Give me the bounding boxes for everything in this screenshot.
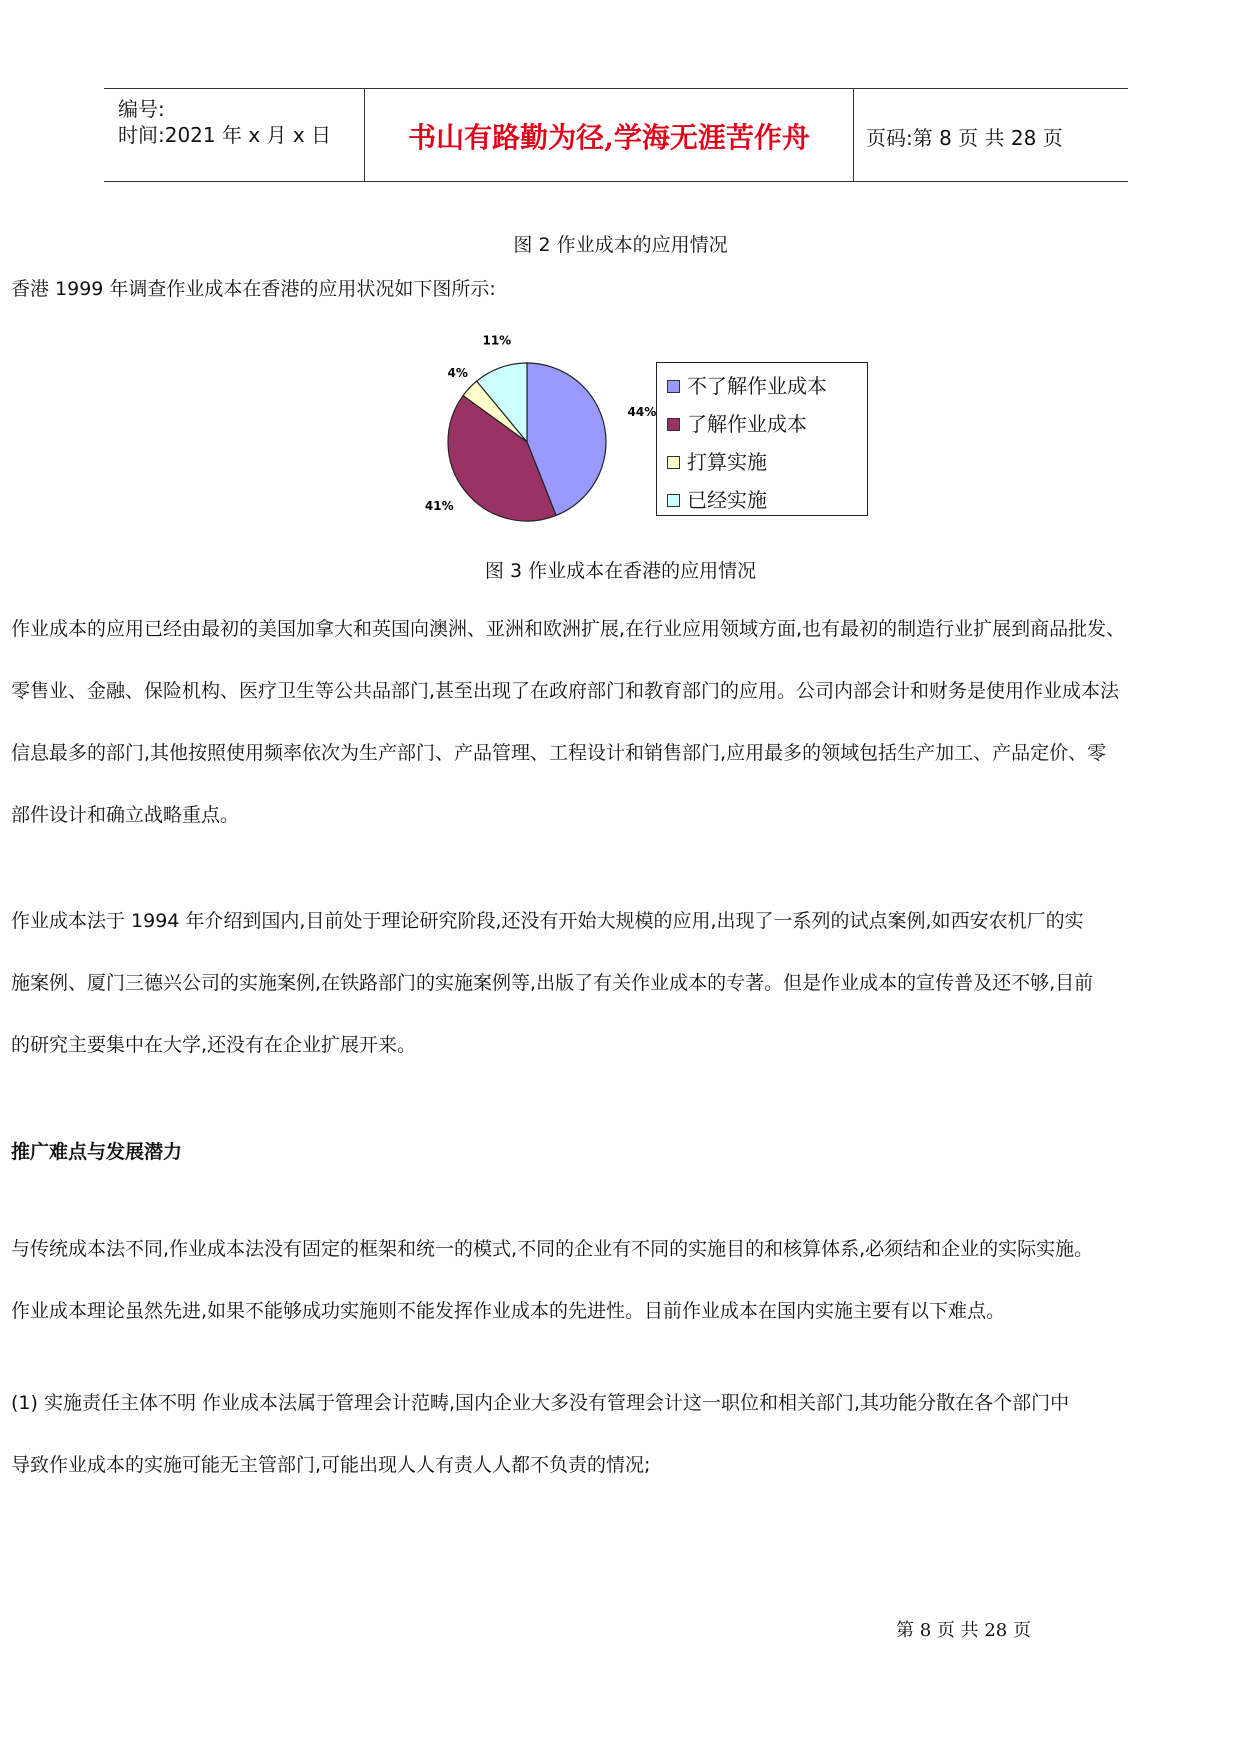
paragraph-line: 信息最多的部门,其他按照使用频率依次为生产部门、产品管理、工程设计和销售部门,应用最多的领域包括生产加工、产品定价、零 <box>11 742 1107 764</box>
legend-label: 已经实施 <box>687 488 767 512</box>
document-header <box>104 88 1128 182</box>
paragraph-line: 作业成本的应用已经由最初的美国加拿大和英国向澳洲、亚洲和欧洲扩展,在行业应用领域方面,也有最初的制造行业扩展到商品批发、 <box>11 618 1126 640</box>
paragraph-line: 施案例、厦门三德兴公司的实施案例,在铁路部门的实施案例等,出版了有关作业成本的专著。但是作业成本的宣传普及还不够,目前 <box>11 972 1094 994</box>
paragraph-line: 作业成本理论虽然先进,如果不能够成功实施则不能发挥作业成本的先进性。目前作业成本在国内实施主要有以下难点。 <box>11 1300 1006 1322</box>
paragraph-line: 作业成本法于 1994 年介绍到国内,目前处于理论研究阶段,还没有开始大规模的应用,出现了一系列的试点案例,如西安农机厂的实 <box>11 910 1084 932</box>
paragraph-line: (1) 实施责任主体不明 作业成本法属于管理会计范畴,国内企业大多没有管理会计这一职位和相关部门,其功能分散在各个部门中 <box>11 1392 1070 1414</box>
pie-value-label: 41% <box>424 499 454 514</box>
legend-swatch <box>667 456 680 469</box>
legend-item <box>687 373 827 399</box>
paragraph-line: 部件设计和确立战略重点。 <box>11 804 240 826</box>
header-number-label: 编号: <box>118 97 165 121</box>
legend-label: 打算实施 <box>687 450 767 474</box>
legend-item <box>687 411 807 437</box>
chart-legend <box>656 362 868 516</box>
legend-swatch <box>667 380 680 393</box>
header-motto-cell <box>364 89 854 181</box>
figure2-caption: 图 2 作业成本的应用情况 <box>513 234 728 256</box>
header-motto: 书山有路勤为径,学海无涯苦作舟 <box>408 121 810 154</box>
legend-swatch <box>667 418 680 431</box>
intro-text: 香港 1999 年调查作业成本在香港的应用状况如下图所示: <box>11 278 496 300</box>
paragraph-difficulties-intro <box>11 1218 1237 1342</box>
section-heading: 推广难点与发展潜力 <box>11 1141 183 1163</box>
legend-label: 不了解作业成本 <box>687 374 827 398</box>
header-page-label: 页码:第 8 页 共 28 页 <box>866 126 1063 150</box>
legend-item <box>687 487 767 513</box>
header-time-label: 时间:2021 年 x 月 x 日 <box>118 123 332 147</box>
paragraph-line: 导致作业成本的实施可能无主管部门,可能出现人人有责人人都不负责的情况; <box>11 1454 651 1476</box>
paragraph-difficulty-1 <box>11 1372 1237 1496</box>
header-left-cell <box>104 89 364 181</box>
legend-label: 了解作业成本 <box>687 412 807 436</box>
pie-value-label: 4% <box>447 365 468 380</box>
paragraph-line: 零售业、金融、保险机构、医疗卫生等公共品部门,甚至出现了在政府部门和教育部门的应用。公司内部会计和财务是使用作业成本法 <box>11 680 1120 702</box>
paragraph-line: 的研究主要集中在大学,还没有在企业扩展开来。 <box>11 1034 417 1056</box>
paragraph-domestic-status <box>11 890 1237 1076</box>
paragraph-application-spread <box>11 598 1237 846</box>
legend-swatch <box>667 494 680 507</box>
page-footer: 第 8 页 共 28 页 <box>896 1620 1031 1641</box>
pie-value-label: 11% <box>482 333 512 348</box>
pie-chart <box>420 333 657 522</box>
header-page-cell <box>854 89 1128 181</box>
legend-item <box>687 449 767 475</box>
pie-value-label: 44% <box>627 405 657 420</box>
paragraph-line: 与传统成本法不同,作业成本法没有固定的框架和统一的模式,不同的企业有不同的实施目的和核算体系,必须结和企业的实际实施。 <box>11 1238 1094 1260</box>
figure3-caption: 图 3 作业成本在香港的应用情况 <box>484 560 757 582</box>
